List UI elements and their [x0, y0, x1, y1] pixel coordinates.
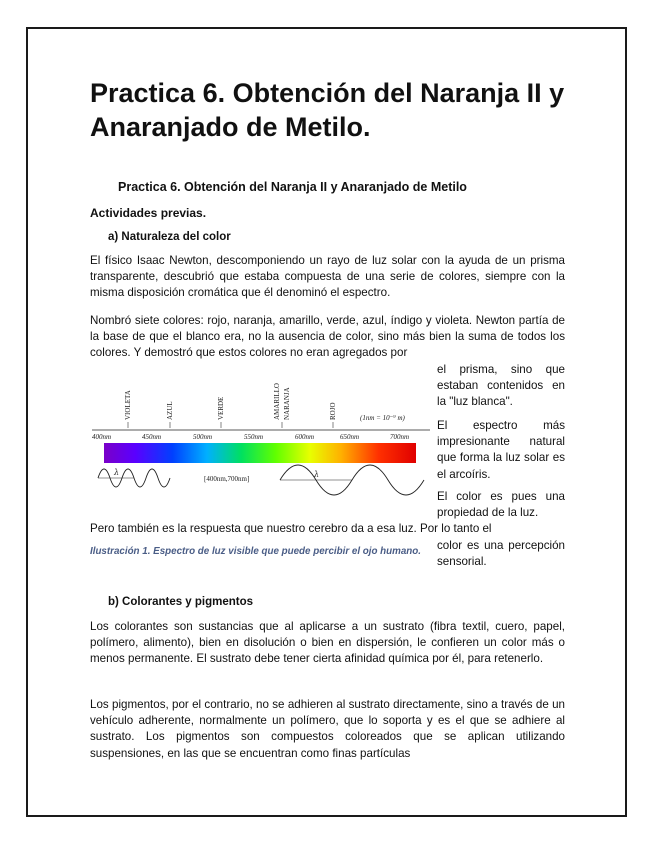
document-subtitle: Practica 6. Obtención del Naranja II y Anaranjado de Metilo: [118, 180, 467, 194]
side-text-propiedad: El color es pues una propiedad de la luz.: [437, 490, 565, 520]
label-violeta: VIOLETA: [124, 390, 132, 420]
wl-700: 700nm: [390, 433, 410, 441]
section-b-heading: b) Colorantes y pigmentos: [108, 596, 254, 608]
paragraph-respuesta: Pero también es la respuesta que nuestro cerebro da a esa luz. Por lo tanto el: [90, 522, 492, 535]
paragraph-newton: El físico Isaac Newton, descomponiendo un rayo de luz solar con la ayuda de un prisma transparente, descubrió que estaba compuesta de una serie de colores, siempre con la misma disposición cromática que él denominó el espectro.: [90, 254, 565, 300]
label-naranja: NARANJA: [283, 387, 291, 420]
lambda-long: λ: [314, 470, 320, 479]
wl-550: 550nm: [244, 433, 264, 441]
wl-500: 500nm: [193, 433, 213, 441]
label-azul: AZUL: [166, 401, 174, 420]
spectrum-band: [104, 443, 416, 463]
label-rojo: ROJO: [329, 402, 337, 420]
heading-actividades-previas: Actividades previas.: [90, 206, 207, 220]
wl-650: 650nm: [340, 433, 360, 441]
side-text-arcoiris: El espectro más impresionante natural que forma la luz solar es el arcoíris.: [437, 419, 565, 481]
paragraph-pigmentos: Los pigmentos, por el contrario, no se adhieren al sustrato directamente, sino a través de un vehículo adherente, normalmente un polímero, que lo soporta y es el que se adhiere al sustrato. Los pigmentos son compuestos coloreados que se aplican utilizando suspensiones, en las que se encuentran como finas partículas: [90, 698, 565, 760]
wl-450: 450nm: [142, 433, 162, 441]
label-amarillo: AMARILLO: [273, 383, 281, 420]
side-text-percepcion: color es una percepción sensorial.: [437, 539, 565, 569]
page-title: Practica 6. Obtención del Naranja II y Anaranjado de Metilo.: [90, 78, 565, 142]
label-verde: VERDE: [217, 396, 225, 420]
paragraph-colorantes: Los colorantes son sustancias que al aplicarse a un sustrato (fibra textil, cuero, papel, polímero, alimento), bien en disolución o bien en dispersión, le confieren un color más o menos permanente. El sustrato debe tener cierta afinidad química por él, para retenerlo.: [90, 620, 565, 666]
paragraph-siete-colores: Nombró siete colores: rojo, naranja, amarillo, verde, azul, índigo y violeta. Newton partía de la base de que el blanco era, no la ausencia de color, sino más bien la suma de todos los colores. Y demostró que estos colores no eran agregados por: [90, 314, 565, 360]
wl-600: 600nm: [295, 433, 315, 441]
side-text-prisma: el prisma, sino que estaban contenidos en la "luz blanca".: [437, 363, 565, 409]
figure-caption: Ilustración 1. Espectro de luz visible que puede percibir el ojo humano.: [90, 546, 421, 557]
lambda-short: λ: [114, 468, 120, 477]
unit-note: (1nm = 10⁻⁹ m): [360, 414, 405, 422]
visible-spectrum-figure: [92, 380, 430, 540]
range-label: [400nm,700nm]: [204, 475, 250, 483]
section-a-heading: a) Naturaleza del color: [108, 231, 231, 243]
wl-400: 400nm: [92, 433, 112, 441]
